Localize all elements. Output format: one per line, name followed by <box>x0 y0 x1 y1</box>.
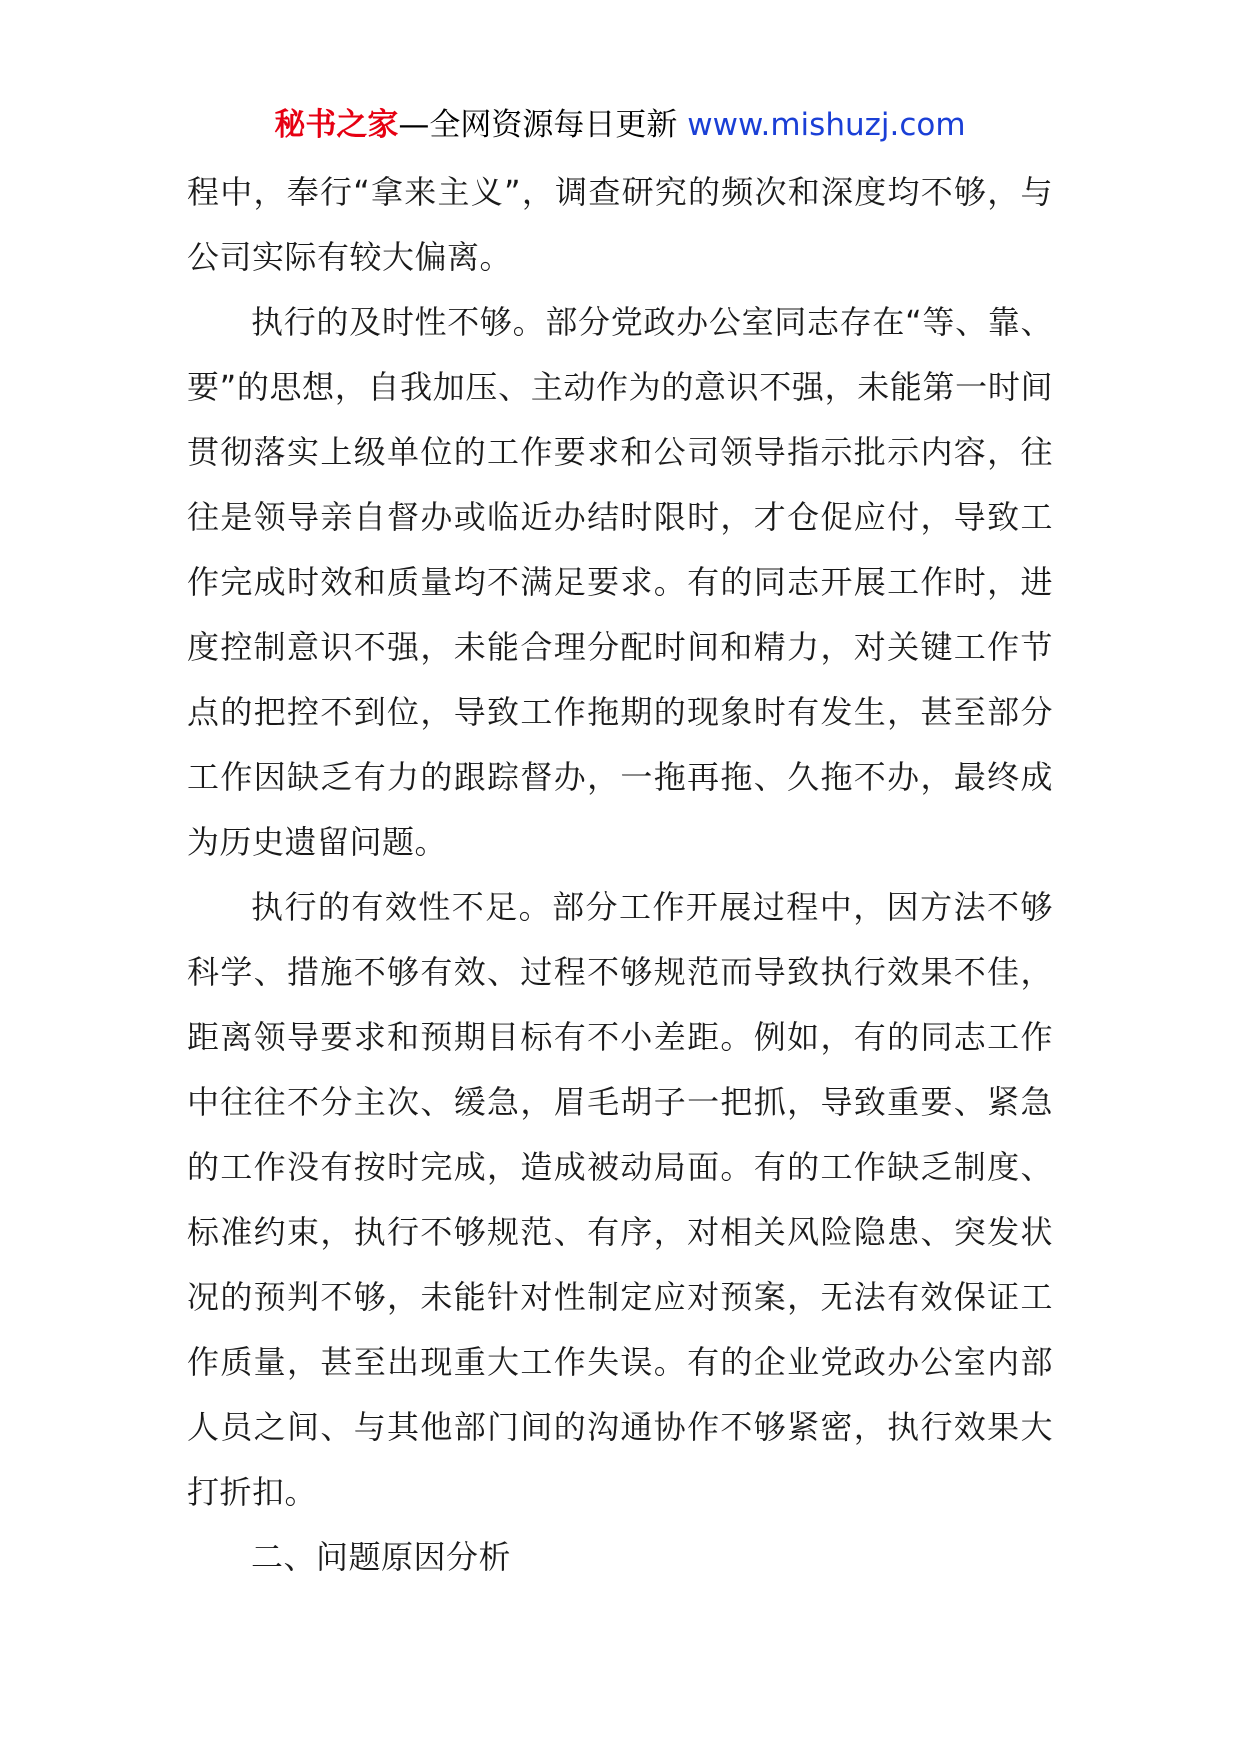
section-heading: 二、问题原因分析 <box>251 1538 512 1576</box>
paragraph-effectiveness: 执行的有效性不足。部分工作开展过程中，因方法不够科学、措施不够有效、过程不够规范而导致执行效果不佳，距离领导要求和预期目标有不小差距。例如，有的同志工作中往往不分主次、缓急，眉毛胡子一把抓，导致重要、紧急的工作没有按时完成，造成被动局面。有的工作缺乏制度、标准约束，执行不够规范、有序，对相关风险隐患、突发状况的预判不够，未能针对性制定应对预案，无法有效保证工作质量，甚至出现重大工作失误。有的企业党政办公室内部人员之间、与其他部门间的沟通协作不够紧密，执行效果大打折扣。 <box>187 888 1053 1511</box>
paragraph-continuation: 程中，奉行“拿来主义”，调查研究的频次和深度均不够，与公司实际有较大偏离。 <box>187 173 1053 276</box>
site-url[interactable]: www.mishuzj.com <box>687 107 966 143</box>
brand-name: 秘书之家 <box>274 107 399 143</box>
document-body <box>187 160 1053 1590</box>
paragraph-timeliness: 执行的及时性不够。部分党政办公室同志存在“等、靠、要”的思想，自我加压、主动作为的意识不强，未能第一时间贯彻落实上级单位的工作要求和公司领导指示批示内容，往往是领导亲自督办或临近办结时限时，才仓促应付，导致工作完成时效和质量均不满足要求。有的同志开展工作时，进度控制意识不强，未能合理分配时间和精力，对关键工作节点的把控不到位，导致工作拖期的现象时有发生，甚至部分工作因缺乏有力的跟踪督办，一拖再拖、久拖不办，最终成为历史遗留问题。 <box>187 303 1053 861</box>
header-slogan: —全网资源每日更新 <box>398 107 678 143</box>
site-header <box>0 100 1240 150</box>
